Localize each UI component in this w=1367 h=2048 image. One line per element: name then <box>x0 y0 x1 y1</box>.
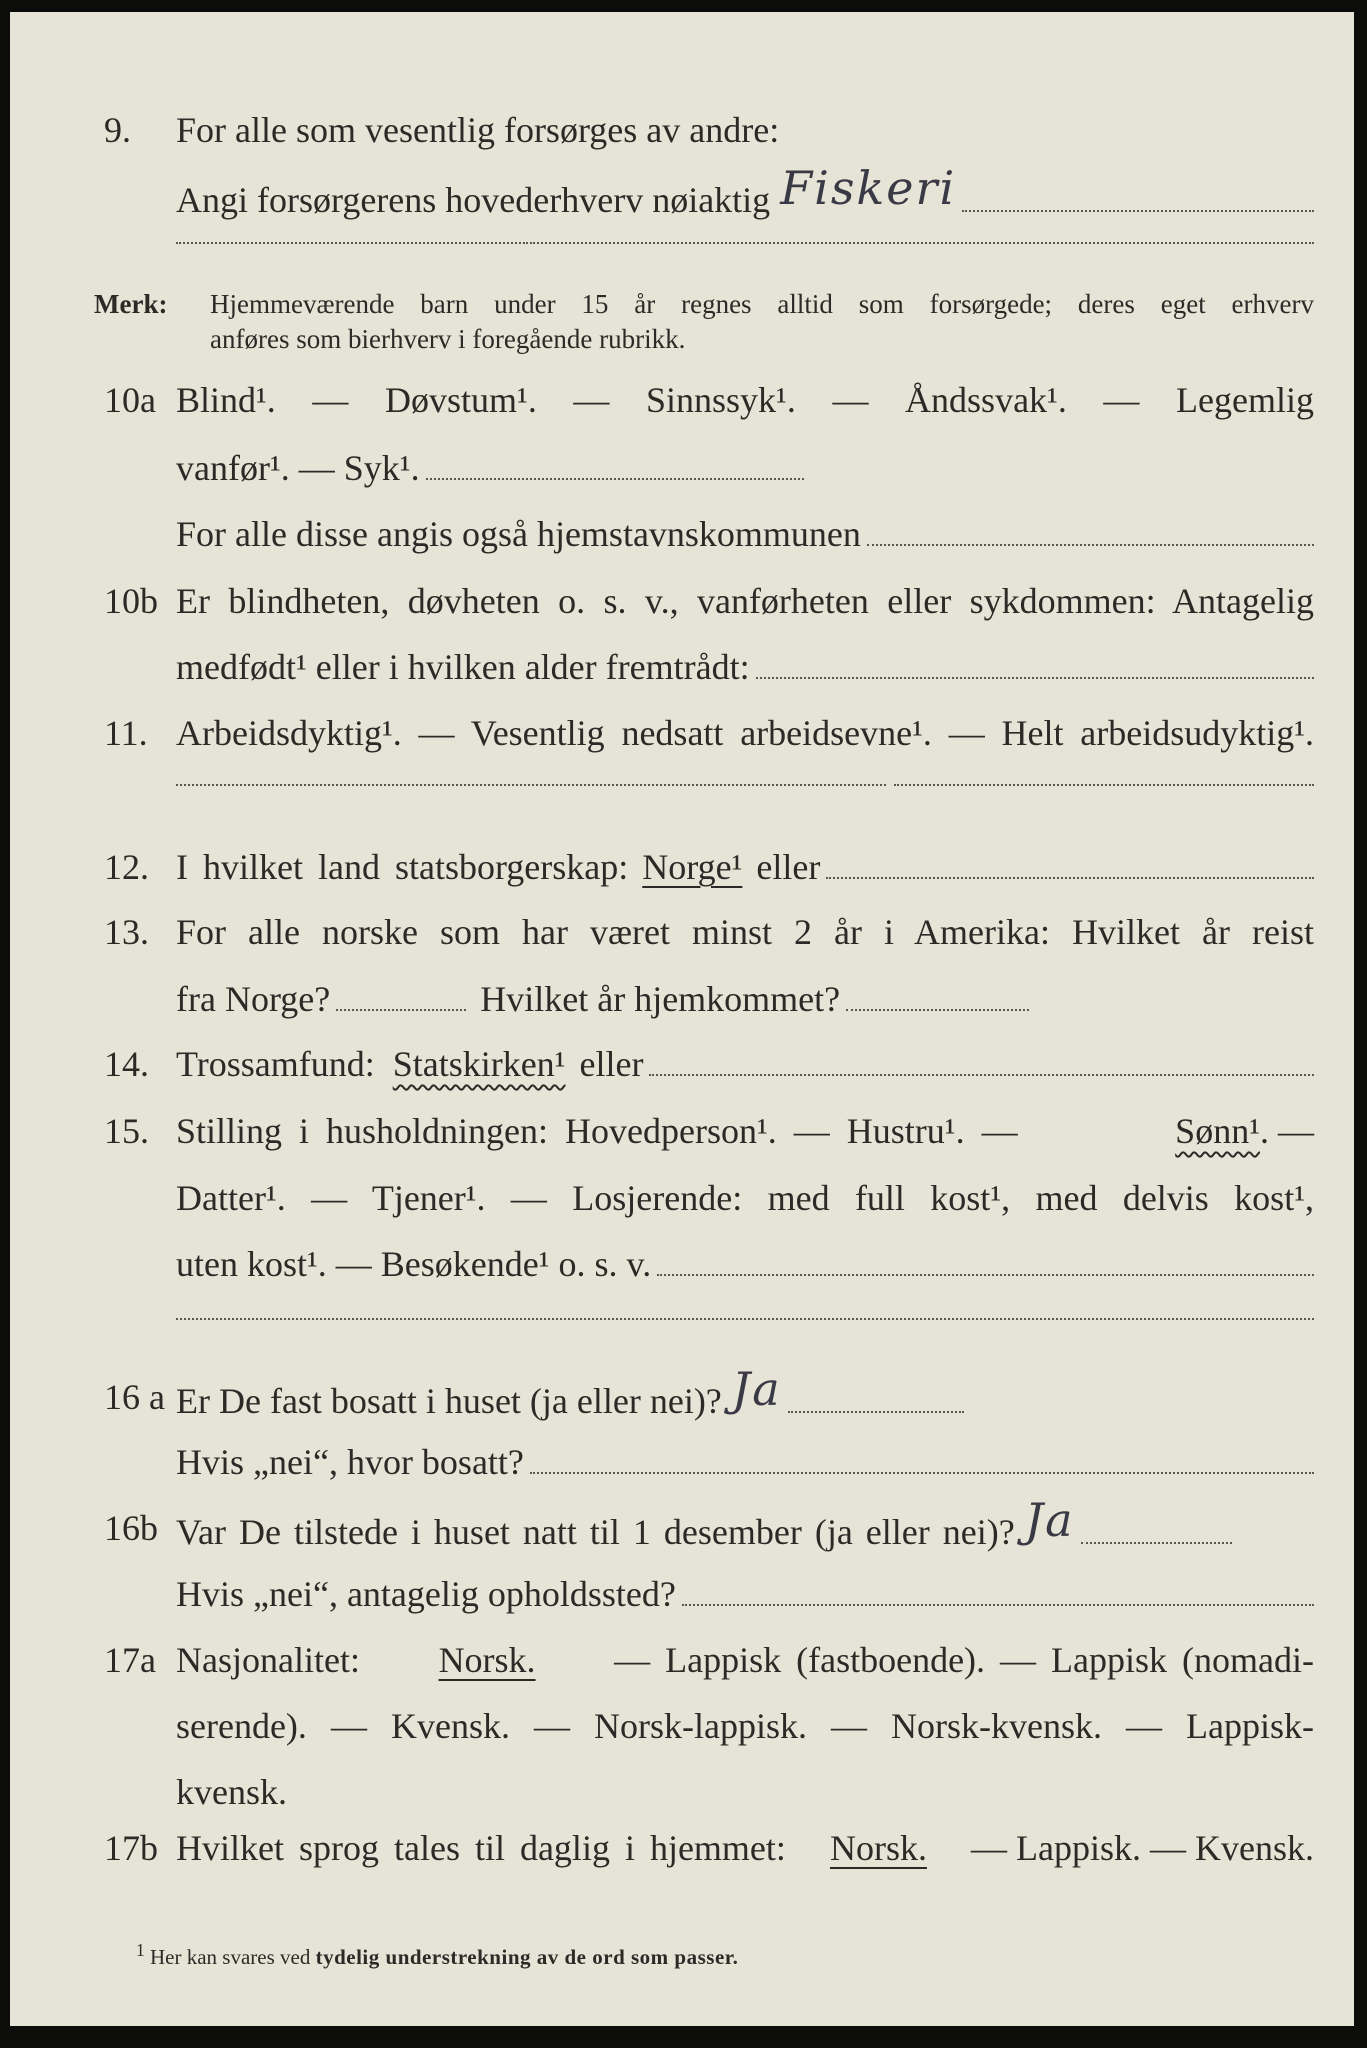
note-text: Hjemmeværende barn under 15 år regnes alltid som forsørgede; deres eget erhverv <box>210 289 1314 319</box>
question-text: For alle disse angis også hjemstavnskommunen <box>176 514 861 554</box>
census-form-page <box>10 12 1354 2026</box>
question-text: kvensk. <box>176 1772 287 1812</box>
footnote-text: Her kan svares ved <box>150 1945 311 1969</box>
answer-line[interactable] <box>788 1411 964 1413</box>
question-text: — Lappisk (fastboende). — Lappisk (nomadi- <box>614 1640 1314 1680</box>
question-number: 15. <box>104 1111 149 1151</box>
question-text: eller <box>756 847 821 887</box>
question-number: 17b <box>104 1828 158 1868</box>
footnote-marker: 1 <box>136 1940 145 1960</box>
answer-line[interactable] <box>846 1009 1029 1011</box>
question-text: eller <box>579 1044 644 1084</box>
underlined-answer[interactable]: Sønn¹ <box>1175 1111 1260 1151</box>
answer-line[interactable] <box>682 1604 1314 1606</box>
handwritten-answer[interactable]: Ja <box>1024 1493 1075 1547</box>
answer-line[interactable] <box>336 1009 466 1011</box>
question-number: 11. <box>104 713 148 753</box>
question-number: 9. <box>104 110 131 150</box>
question-text: serende). — Kvensk. — Norsk-lappisk. — Norsk-kvensk. — Lappisk- <box>176 1706 1314 1746</box>
answer-line[interactable] <box>530 242 1314 244</box>
note-label: Merk: <box>94 289 168 319</box>
question-text: Blind¹. — Døvstum¹. — Sinnssyk¹. — Åndssvak¹. — Legemlig <box>176 380 1314 420</box>
question-text: fra Norge? <box>176 979 331 1019</box>
question-text: Datter¹. — Tjener¹. — Losjerende: med full kost¹, med delvis kost¹, <box>176 1178 1314 1218</box>
underlined-answer[interactable]: Norge¹ <box>642 847 743 887</box>
question-text: For alle norske som har været minst 2 år i Amerika: Hvilket år reist <box>176 912 1314 952</box>
question-text: . — <box>1260 1111 1314 1151</box>
handwritten-answer[interactable]: Ja <box>731 1362 782 1416</box>
question-text: I hvilket land statsborgerskap: <box>176 847 629 887</box>
answer-line[interactable] <box>176 1318 1314 1320</box>
question-text: — Lappisk. — Kvensk. <box>971 1828 1314 1868</box>
question-text: Er De fast bosatt i huset (ja eller nei)? <box>176 1381 722 1421</box>
answer-line[interactable] <box>826 877 1314 879</box>
question-text: uten kost¹. — Besøkende¹ o. s. v. <box>176 1244 652 1284</box>
question-text: Hvilket år hjemkommet? <box>480 979 841 1019</box>
answer-line[interactable] <box>176 242 528 244</box>
answer-line[interactable] <box>867 544 1314 546</box>
question-text: Hvis „nei“, antagelig opholdssted? <box>176 1574 676 1614</box>
question-number: 16b <box>104 1508 158 1548</box>
question-text: Trossamfund: <box>176 1044 375 1084</box>
answer-line[interactable] <box>756 677 1314 679</box>
question-text: Var De tilstede i huset natt til 1 desember (ja eller nei)? <box>176 1512 1015 1552</box>
handwritten-answer[interactable]: Fiskeri <box>780 161 957 215</box>
question-number: 12. <box>104 847 149 887</box>
question-number: 14. <box>104 1044 149 1084</box>
question-text: Angi forsørgerens hovederhverv nøiaktig <box>176 180 771 220</box>
question-text: vanfør¹. — Syk¹. <box>176 448 420 488</box>
question-number: 16 a <box>104 1377 165 1417</box>
question-text: Hvis „nei“, hvor bosatt? <box>176 1442 524 1482</box>
answer-line[interactable] <box>657 1274 1314 1276</box>
answer-line[interactable] <box>962 210 1314 212</box>
question-number: 13. <box>104 912 149 952</box>
note-text: anføres som bierhverv i foregående rubrikk. <box>210 324 686 354</box>
answer-line[interactable] <box>649 1074 1314 1076</box>
question-text: For alle som vesentlig forsørges av andre: <box>176 110 780 150</box>
question-text: Er blindheten, døvheten o. s. v., vanførheten eller sykdommen: Antagelig <box>176 581 1314 621</box>
underlined-answer[interactable]: Norsk. <box>829 1828 927 1868</box>
footnote-emphasis: tydelig understrekning av de ord som passer. <box>315 1945 739 1969</box>
question-text: Nasjonalitet: <box>176 1640 360 1680</box>
question-number: 10b <box>104 581 158 621</box>
answer-line[interactable] <box>426 478 804 480</box>
question-text: Arbeidsdyktig¹. — Vesentlig nedsatt arbeidsevne¹. — Helt arbeidsudyktig¹. <box>176 713 1314 753</box>
question-number: 10a <box>104 380 156 420</box>
question-text: medfødt¹ eller i hvilken alder fremtrådt: <box>176 647 750 687</box>
answer-line[interactable] <box>894 784 1314 786</box>
underlined-answer[interactable]: Statskirken¹ <box>392 1044 566 1084</box>
underlined-answer[interactable]: Norsk. <box>438 1640 536 1680</box>
question-text: Stilling i husholdningen: Hovedperson¹. — Hustru¹. — <box>176 1111 1018 1151</box>
answer-line[interactable] <box>1081 1542 1232 1544</box>
question-number: 17a <box>104 1640 156 1680</box>
question-text: Hvilket sprog tales til daglig i hjemmet: <box>176 1828 786 1868</box>
answer-line[interactable] <box>530 1472 1314 1474</box>
answer-line[interactable] <box>176 784 886 786</box>
